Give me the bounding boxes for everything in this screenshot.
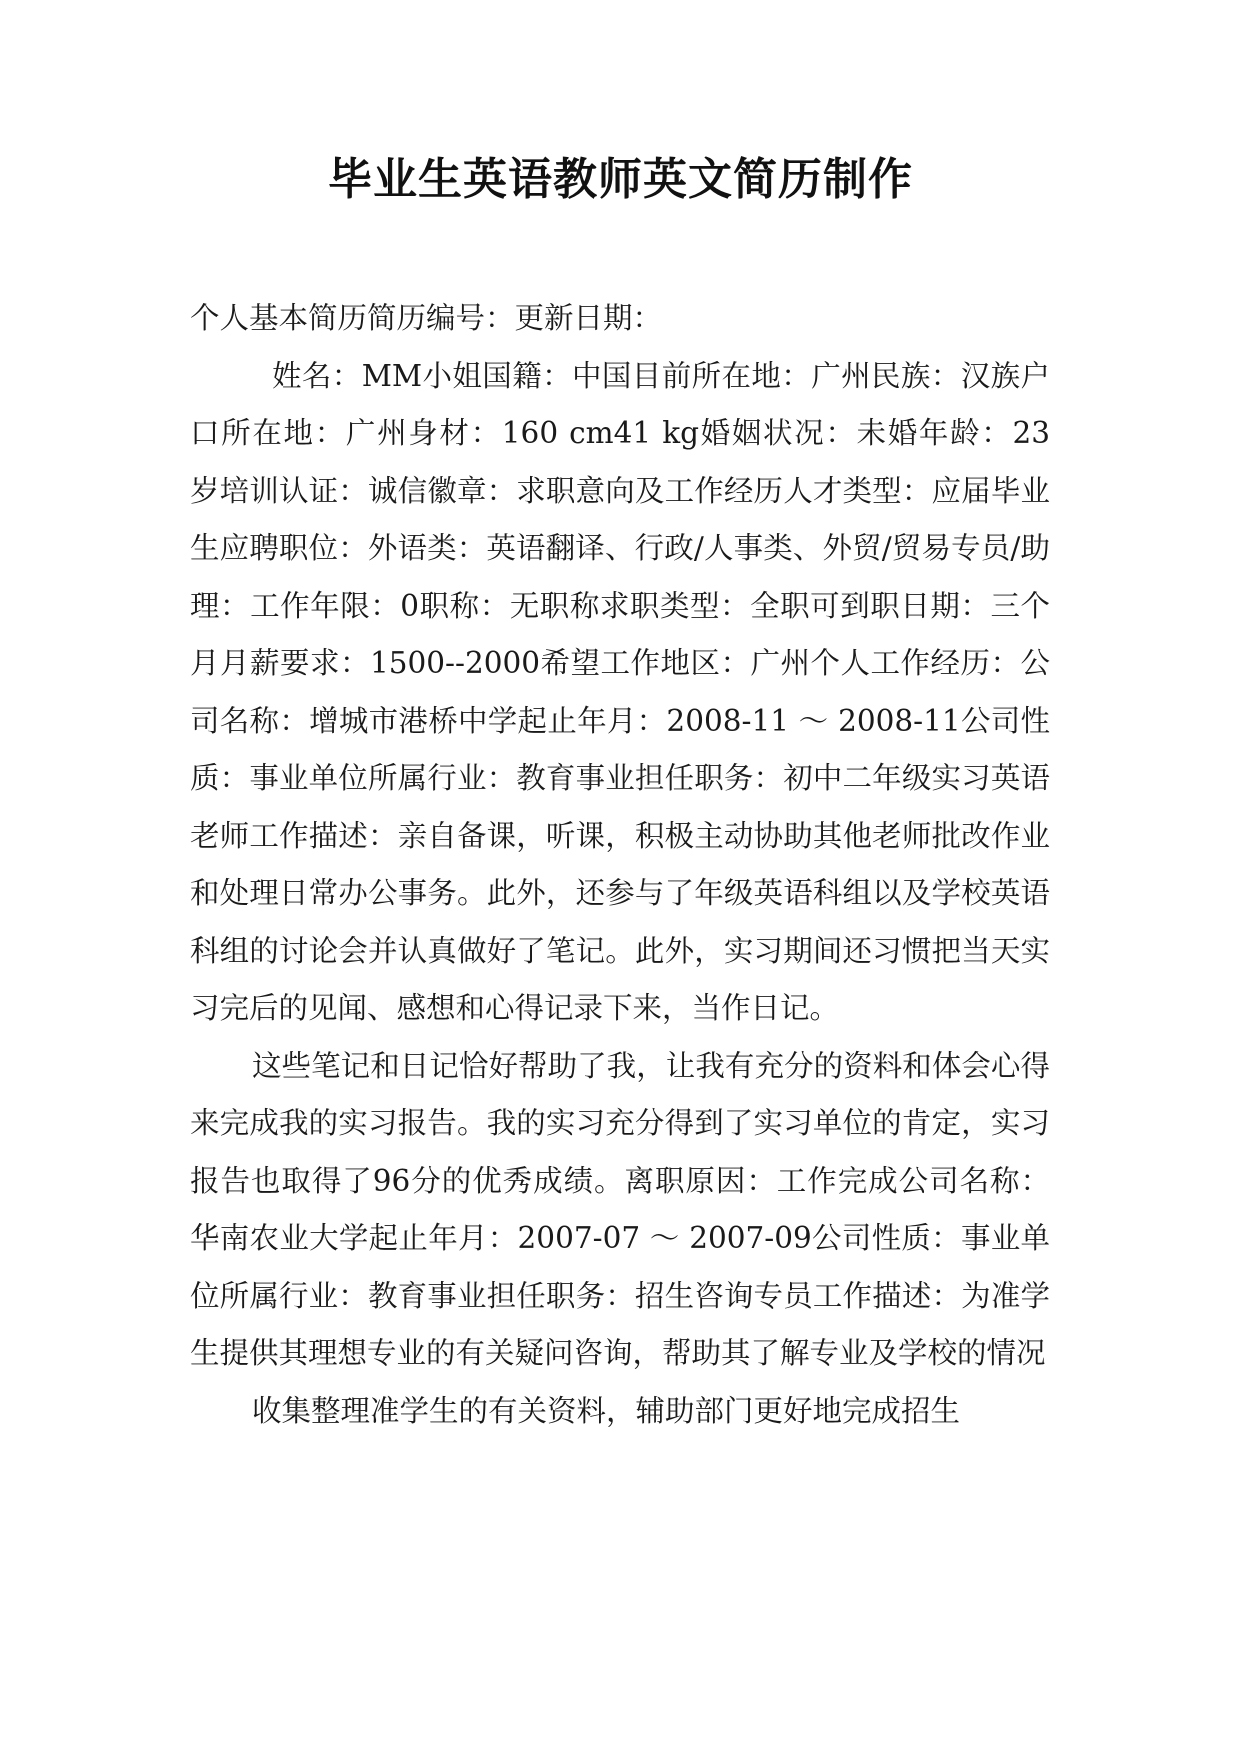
paragraph-enrollment: 收集整理准学生的有关资料，辅助部门更好地完成招生	[252, 1393, 961, 1428]
document-title: 毕业生英语教师英文简历制作	[328, 154, 913, 205]
document-body	[190, 290, 1050, 1440]
paragraph-personal-info: 姓名：MM小姐国籍：中国目前所在地：广州民族：汉族户口所在地：广州身材：160 cm41 kg婚姻状况：未婚年龄：23 岁培训认证：诚信徽章：求职意向及工作经历人才类型：应届毕业生应聘职位：外语类：英语翻译、行政/人事类、外贸/贸易专员/助理：工作年限：0职称：无职称求职类型：全职可到职日期：三个月月薪要求：1500--2000希望工作地区：广州个人工作经历：公司名称：增城市港桥中学起止年月：2008-11 ～ 2008-11公司性质：事业单位所属行业：教育事业担任职务：初中二年级实习英语老师工作描述：亲自备课，听课，积极主动协助其他老师批改作业和处理日常办公事务。此外，还参与了年级英语科组以及学校英语科组的讨论会并认真做好了笔记。此外，实习期间还习惯把当天实习完后的见闻、感想和心得记录下来，当作日记。	[190, 358, 1050, 1025]
paragraph-header: 个人基本简历简历编号：更新日期：	[190, 301, 663, 335]
paragraph-internship-notes: 这些笔记和日记恰好帮助了我，让我有充分的资料和体会心得来完成我的实习报告。我的实习充分得到了实习单位的肯定，实习报告也取得了96分的优秀成绩。离职原因：工作完成公司名称：华南农业大学起止年月：2007-07 ～ 2007-09公司性质：事业单位所属行业：教育事业担任职务：招生咨询专员工作描述：为准学生提供其理想专业的有关疑问咨询，帮助其了解专业及学校的情况	[190, 1048, 1050, 1370]
